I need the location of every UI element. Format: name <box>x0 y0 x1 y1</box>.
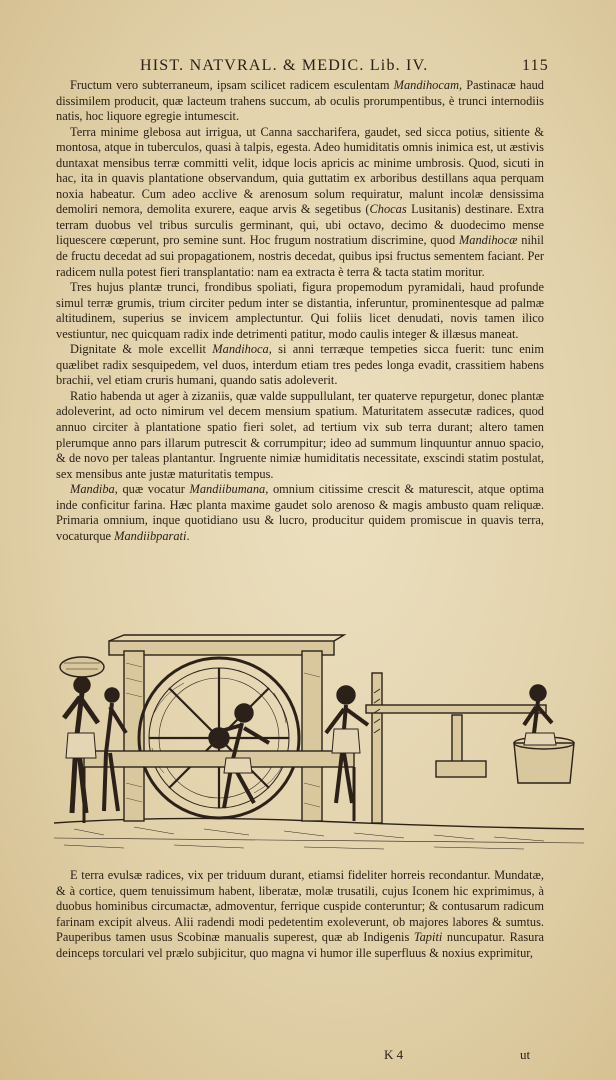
paragraph <box>56 78 544 125</box>
signature-mark: K 4 <box>384 1047 404 1062</box>
italic-term: Mandihoca <box>212 342 269 357</box>
woodcut-illustration <box>54 633 584 855</box>
running-title: HIST. NATVRAL. & MEDIC. Lib. IV. <box>140 57 429 74</box>
text-run: Fructum vero subterraneum, ipsam scilicet radicem esculentam <box>70 78 394 92</box>
paragraph <box>56 868 544 961</box>
text-run: , Pastinacæ haud dissimilem producit, quæ lacteum trahens succum, ab oculis prorumpentibus, è trunci internodiis natis, hoc liquore egregie intumescit. <box>56 78 544 124</box>
paragraph <box>56 389 544 482</box>
italic-term: Mandihocæ <box>458 233 518 248</box>
text-run: nihil de fructu decedat ad sui propagationem, nostris decedat, quibus ipsi fructus sementem faciant. Per radicem nulla potest fieri transplantatio: nam ea extracta è terra & tacta statim moritur. <box>56 233 544 279</box>
catchword: ut <box>520 1047 531 1062</box>
text-run: nuncupatur. Rasura deinceps torculari vel prælo subjicitur, quo magna vi humor ille superfluus & noxius exprimitur, <box>56 930 544 960</box>
text-run: Dignitate & mole excellit <box>70 342 213 357</box>
text-run: E terra evulsæ radices, vix per triduum durant, etiamsi fideliter horreis recondantur. Mundatæ, & à cortice, quem tenuissimum habent, liberatæ, molæ trusatili, cujus Iconem hic exprimimus, à duobus hominibus circumactæ, admoventur, ferrique cuspide conteruntur; & contusarum radicum farinam excipit alveus. Alii radendi modi pedetentim exoleverunt, ob majores labores & sumtus. Pauperibus tamen usus Scobinæ manualis superest, quæ ab Indigenis <box>56 868 544 945</box>
italic-term: Mandiibparati <box>114 528 187 543</box>
text-run: , quæ vocatur <box>114 482 190 497</box>
text-run: . <box>186 528 190 543</box>
text-run: Lusitanis) destinare. Extra terram duobus vel tribus surculis germinant, qui, ubi octavo, decimo & duodecimo mense liquescere cœperunt, pro semine sunt. Hoc frugum nostratium discrimine, quod <box>56 202 544 248</box>
italic-term: Mandihocam <box>393 78 460 92</box>
paragraph <box>56 280 544 342</box>
running-header <box>140 57 550 75</box>
italic-term: Mandiba <box>70 482 115 497</box>
italic-term: Tapiti <box>413 930 443 945</box>
paragraph <box>56 482 544 544</box>
text-run: Terra minime glebosa aut irrigua, ut Canna saccharifera, gaudet, sed sicca potius, sitiente & montosa, atque in tuberculos, quasi à talpis, egesta. Adeo humiditatis omnis inimica est, ut æstivis duntaxat mensibus terræ committi velit, idque locis apricis ac minime umbrosis. Quod, sicuti in hac, ita in quavis plantatione observandum, quia guttatim ex arboribus destillans aqua perquam noxia habeatur. Cum adeo acclive & arenosum solum requiratur, malunt incolæ densissima demoliri nemora, demolita exurere, eaque arvis & segetibus ( <box>56 124 544 217</box>
text-run: , omnium citissime crescit & maturescit, atque optima inde conficitur farina. Hæc planta maxime gaudet solo arenoso & magis ambusto quam reliquæ. Primaria omnium, inque quotidiano usu & lucro, producitur quidem promiscue in quavis terra, vocaturque <box>56 482 544 543</box>
text-block-top <box>56 78 544 544</box>
paragraph <box>56 342 544 389</box>
italic-term: Chocas <box>369 202 407 217</box>
text-block-bottom <box>56 868 544 961</box>
text-run: , si anni terræque tempeties sicca fuerit: tunc enim quælibet radix sesquipedem, vel duos, interdum etiam tres pedes longa evadit, crassitiem habens brachii, vel etiam cruris humani, quando satis adoleverit. <box>56 342 544 388</box>
page-number: 115 <box>522 57 550 74</box>
paragraph <box>56 125 544 280</box>
italic-term: Mandiibumana <box>189 482 266 497</box>
text-run: Ratio habenda ut ager à zizaniis, quæ valde suppullulant, ter quaterve repurgetur, donec plantæ adoleverint, ad octo nimirum vel decem mensium spatium. Maturitatem assecutæ radices, quod annuo circiter à plantatione spatio fieri solet, ad tertium vix sub terra durant; altero tamen plerumque anno pars illarum putrescit & corrumpitur; ideo ad summum linquuntur annuo spacio, & de novo per taleas plantantur. Ingruente nimiæ humiditatis necessitate, exscindi statim postulat, sex mensibus ante justæ maturitatis tempus. <box>56 388 544 481</box>
text-run: Tres hujus plantæ trunci, frondibus spoliati, figura propemodum pyramidali, haud profunde simul terræ grumis, trium circiter pedum inter se distantia, inferuntur, prominentesque ad palmæ altitudinem, superius se invicem amplectuntur. Qui foliis licet denudati, novis tamen ilico vestiuntur, nec quicquam radix inde detrimenti patitur, modo caulis integer & illæsus maneat. <box>56 280 544 341</box>
